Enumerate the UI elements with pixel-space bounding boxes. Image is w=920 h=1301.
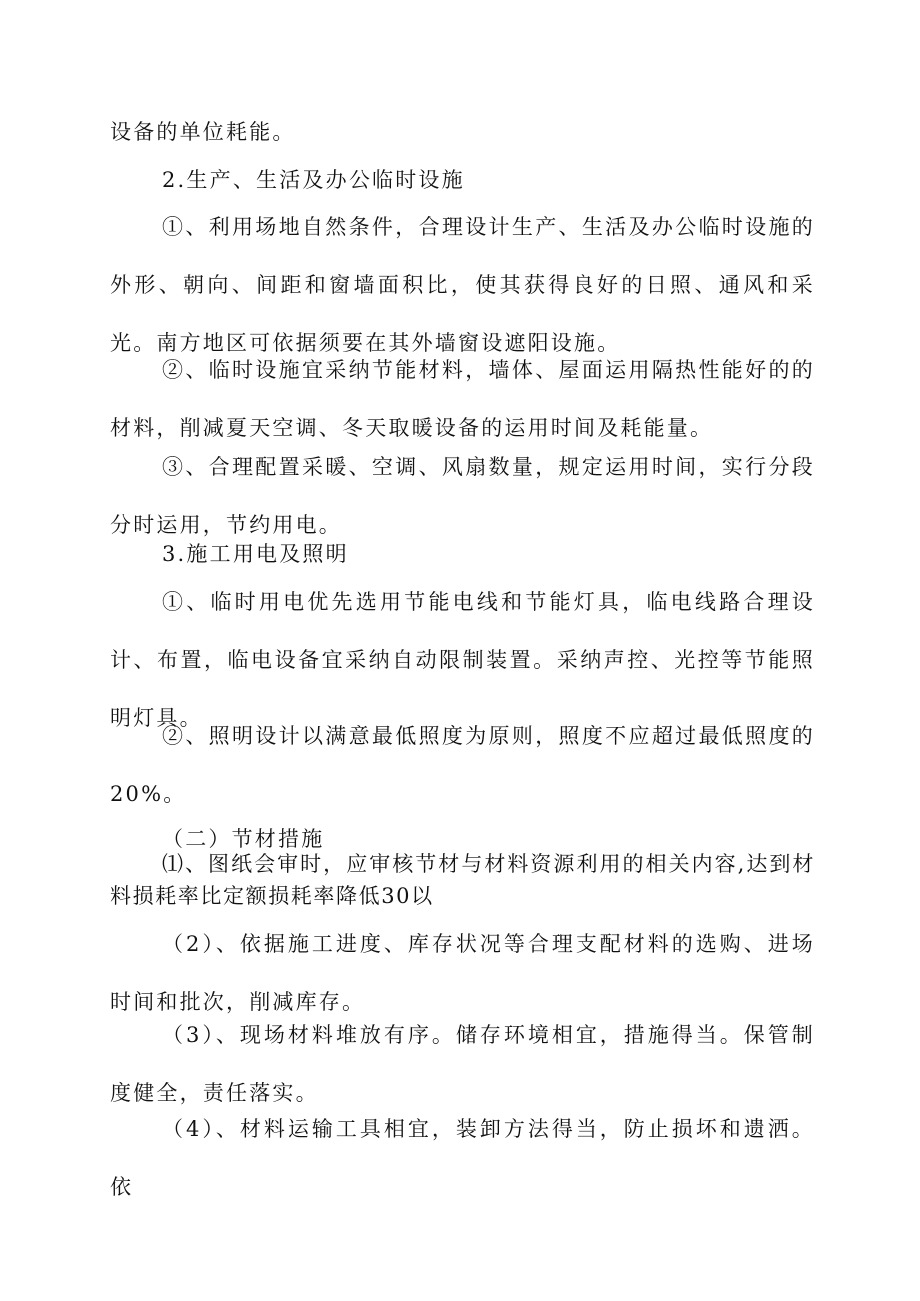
section-heading-3: 3.施工用电及照明 xyxy=(162,542,349,566)
paragraph-item-8: （3）、现场材料堆放有序。储存环境相宜，措施得当。保管制度健全，责任落实。 xyxy=(110,1023,815,1105)
paragraph-item-6: ⑴、图纸会审时，应审核节材与材料资源利用的相关内容,达到材料损耗率比定额损耗率降低30以 xyxy=(110,852,815,908)
paragraph-item-7: （2）、依据施工进度、库存状况等合理支配材料的选购、进场时间和批次，削减库存。 xyxy=(110,932,815,1014)
paragraph-item-3: ③、合理配置采暖、空调、风扇数量，规定运用时间，实行分段分时运用，节约用电。 xyxy=(110,455,815,537)
paragraph-item-4: ①、临时用电优先选用节能电线和节能灯具，临电线路合理设计、布置，临电设备宜采纳自动限制装置。采纳声控、光控等节能照明灯具。 xyxy=(110,590,815,730)
paragraph-item-5: ②、照明设计以满意最低照度为原则，照度不应超过最低照度的20%。 xyxy=(110,724,815,806)
section-heading-materials: （二）节材措施 xyxy=(162,827,325,851)
paragraph-continuation: 设备的单位耗能。 xyxy=(110,120,296,144)
section-heading-2: 2.生产、生活及办公临时设施 xyxy=(162,168,465,192)
paragraph-item-2: ②、临时设施宜采纳节能材料，墙体、屋面运用隔热性能好的的材料，削减夏天空调、冬天取暖设备的运用时间及耗能量。 xyxy=(110,358,815,440)
paragraph-item-9: （4）、材料运输工具相宜，装卸方法得当，防止损坏和遗洒。依 xyxy=(110,1117,815,1199)
paragraph-item-1: ①、利用场地自然条件，合理设计生产、生活及办公临时设施的外形、朝向、间距和窗墙面积比，使其获得良好的日照、通风和采光。南方地区可依据须要在其外墙窗设遮阳设施。 xyxy=(110,215,815,355)
